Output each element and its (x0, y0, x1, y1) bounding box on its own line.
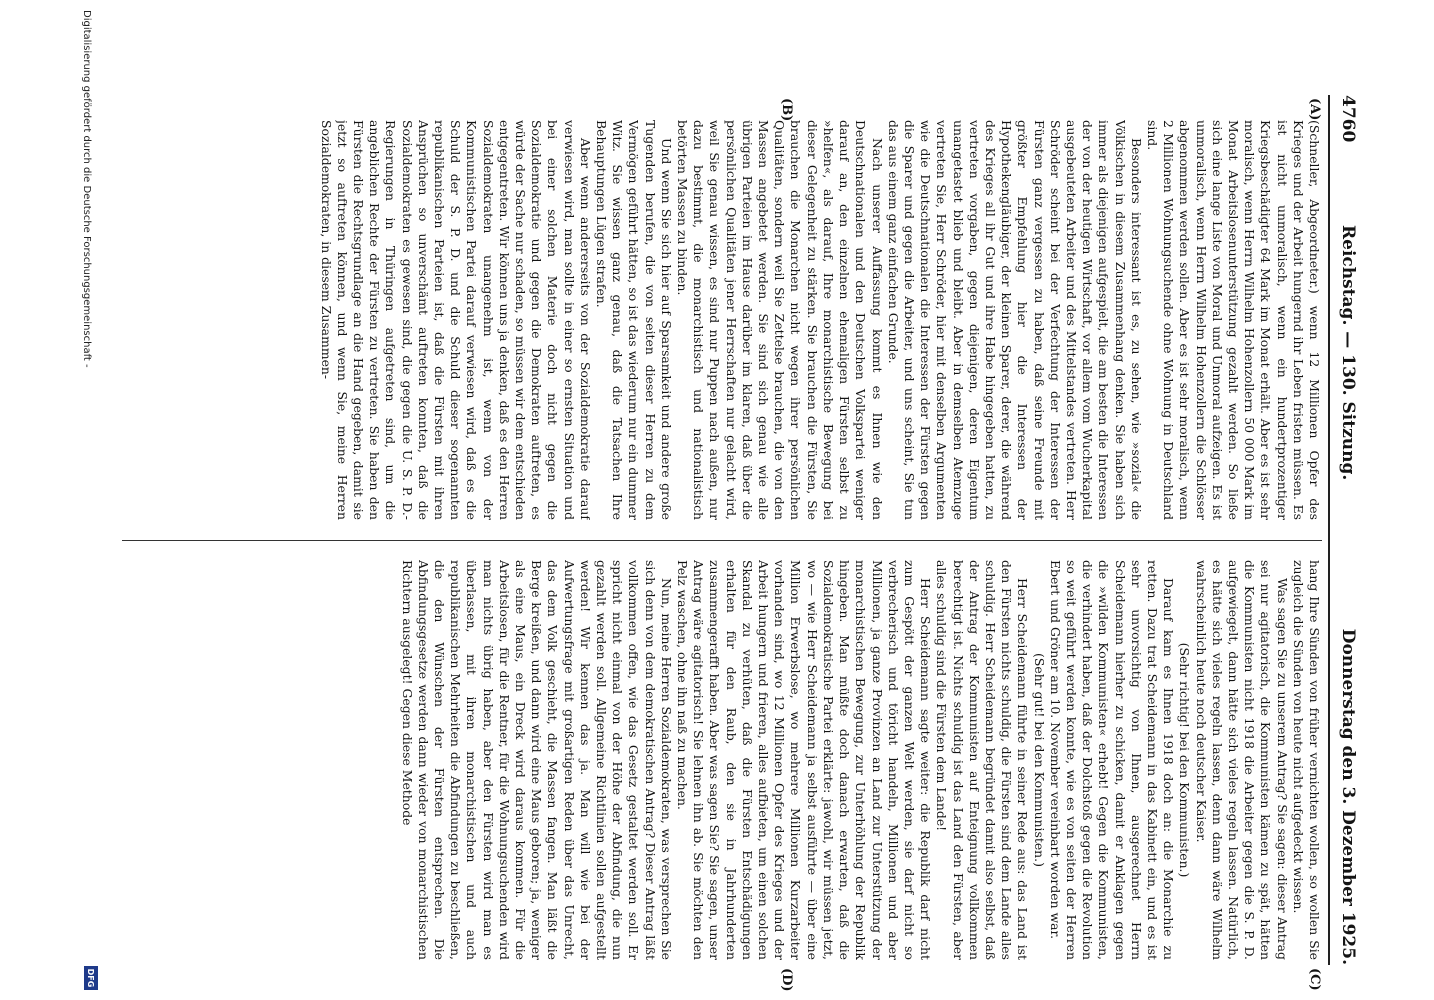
paragraph: Und wenn Sie sich hier auf Sparsamkeit und andere große Tugenden berufen, die von seiten dieser Herren zu dem Vermögen geführt hätten, so ist das wiederum nur ein dummer Witz. Sie wissen ganz genau, daß die Tatsachen Ihre Behauptungen Lügen strafen. (594, 120, 674, 520)
margin-mark-b: (B) (779, 98, 794, 122)
paragraph: Herr Scheidemann führte in seiner Rede aus: das Land ist den Fürsten nichts schuldig, die Fürsten sind dem Lande alles schuldig. Herr Scheidemann begründet damit also selbst, daß der Antrag der Kommunisten auf Enteignung vollkommen berechtigt ist. Nichts schuldig ist das Land den Fürsten, aber alles schuldig sind die Fürsten dem Lande! (934, 560, 1031, 960)
session-date: Donnerstag den 3. Dezember 1925. (1338, 628, 1358, 965)
paragraph: Herr Scheidemann sagte weiter: die Republik darf nicht zum Gespött der ganzen Welt werden, sie darf nicht so verbrecherisch und töricht handeln, Millionen und aber Millionen, ja ganze Provinzen an Land zur Unterstützung der monarchistischen Bewegung, zur Unterhöhlung der Republik hingeben. Man müßte doch danach erwarten, daß die Sozialdemokratische Partei erklärte: jawohl, wir müssen jetzt, wo — wie Herr Scheidemann ja selbst ausführte — über eine Million Erwerbslose, wo mehrere Millionen Kurzarbeiter vorhanden sind, wo 12 Millionen Opfer des Krieges und der Arbeit hungern und frieren, alles aufbieten, um einen solchen Skandal zu verhüten, daß die Fürsten Entschädigungen erhalten für den Raub, den sie in Jahrhunderten zusammengerafft haben. Aber was sagen Sie? Sie sagen, unser Antrag wäre agitatorisch! Sie lehnen ihn ab. Sie möchten den Pelz waschen, ohne ihn naß zu machen. (675, 560, 934, 960)
margin-mark-a: (A) (1307, 98, 1322, 121)
running-head: Reichstag. — 130. Sitzung. (1338, 225, 1358, 481)
margin-mark-c: (C) (1307, 968, 1322, 991)
paragraph: hang Ihre Sünden von früher vernichten wollen, so wollen Sie zugleich die Sünden von heute nicht aufgedeckt wissen. (1290, 560, 1322, 960)
paragraph: Darauf kam es Ihnen 1918 doch an: die Monarchie zu retten. Dazu trat Scheidemann in das Kabinett ein, und es ist sehr unvorsichtig von Ihnen, ausgerechnet Herrn Scheidemann hierher zu schicken, damit er Anklagen gegen die »wilden Kommunisten« erhebt! Gegen die Kommunisten, die verhindert haben, daß der Dolchstoß gegen die Revolution so weit geführt werden konnte, wie es von seiten der Herren Ebert und Gröner am 10. November vereinbart worden war. (1047, 560, 1177, 960)
margin-mark-d: (D) (779, 968, 794, 992)
paragraph: Nach unserer Auffassung kommt es Ihnen wie den Deutschnationalen und den Deutschen Volkspartei weniger darauf an, den einzelnen ehemaligen Fürsten selbst zu »helfen«, als darauf, Ihre monarchistische Bewegung bei dieser Gelegenheit zu stärken. Sie brauchen die Fürsten, Sie brauchen die Monarchen nicht wegen ihrer persönlichen Qualitäten, sondern weil Sie Zettelse brauchen, die von den Massen angebetet werden. Sie sind sich genau wie alle übrigen Parteien im Hause darüber im klaren, daß über die persönlichen Qualitäten jener Herrschaften nur gelacht wird, weil Sie genau wissen, es sind nur Puppen nach außen, nur dazu bestimmt, die monarchistisch und nationalistisch betörten Massen zu binden. (675, 120, 885, 520)
interjection: (Sehr gut! bei den Kommunisten.) (1031, 653, 1047, 867)
paragraph: (Schneller, Abgeordneter.) wenn 12 Millionen Opfer des Krieges und der Arbeit hungernd ihr Leben fristen müssen. Es ist nicht unmoralisch, wenn ein hundertprozentiger Kriegsbeschädigter 64 Mark im Monat erhält. Aber es ist sehr moralisch, wenn Herrn Wilhelm Hohenzollern 50 000 Mark im Monat Arbeitslosenunterstützung gezahlt werden. So ließe sich eine lange Liste von Moral und Unmoral aufzeigen. Es ist unmoralisch, wenn Herrn Wilhelm Hohenzollern die Schlösser abgenommen werden sollen. Aber es ist sehr moralisch, wenn 2 Millionen Wohnungsuchende ohne Wohnung in Deutschland sind. (1144, 120, 1322, 520)
paragraph: Aber wenn andererseits von der Sozialdemokratie darauf verwiesen wird, man sollte in einer so ernsten Situation und bei einer solchen Materie doch nicht gegen die Sozialdemokratie und gegen die Demokraten auftreten, es würde der Sache nur schaden, so müssen wir dem entschieden entgegentreten. Wir können uns ja denken, daß es den Herren Sozialdemokraten unangenehm ist, wenn von der Kommunistischen Partei darauf verwiesen wird, daß es die Schuld der S. P. D. und die Schuld dieser sogenannten republikanischen Parteien ist, daß die Fürsten mit ihren Ansprüchen so unverschämt auftreten konnten, daß die Sozialdemokraten es gewesen sind, die gegen die U. S. P. D.-Regierungen in Thüringen aufgetreten sind, um die angeblichen Rechte der Fürsten zu vertreten. Sie haben den Fürsten die Rechtsgrundlage an die Hand gegeben, damit sie jetzt so auftreten können, und wenn Sie, meine Herren Sozialdemokraten, in diesem Zusammen- (318, 120, 593, 520)
page-header (1328, 95, 1364, 965)
paragraph: Nun, meine Herren Sozialdemokraten, was versprechen Sie sich denn von dem demokratischen Antrag? Dieser Antrag läßt vollkommen offen, wie das Gesetz gestaltet werden soll. Er spricht nicht einmal von der Höhe der Abfindung, die nun gezahlt werden soll. Allgemeine Richtlinien sollen aufgestellt werden! Wir kennen das ja. Man will wie bei der Aufwertungsfrage mit großartigen Reden über das Unrecht, das dem Volk geschieht, die Massen fangen. Man läßt die Berge kreißen, und dann wird eine Maus geboren; ja, weniger als eine Maus, ein Dreck wird daraus kommen. Für die Arbeitslosen, für die Rentner, für die Wohnungsuchenden wird man nichts übrig haben, aber den Fürsten wird man es überlassen, mit ihren monarchistischen und auch republikanischen Mehrheiten die Abfindungen zu beschließen, die den Wünschen der Fürsten entsprechen. Die Abfindungsgesetze werden dann wieder von monarchistischen Richtern ausgelegt! Gegen diese Methode (399, 560, 674, 960)
right-text-column (112, 560, 1322, 960)
interjection: (Sehr richtig! bei den Kommunisten.) (1177, 642, 1193, 878)
digitization-note: Digitalisierung gefördert durch die Deutsche Forschungsgemeinschaft - (81, 10, 92, 368)
paragraph: Was sagen Sie zu unserem Antrag? Sie sagen: dieser Antrag sei nur agitatorisch, die Kommunisten kämen zu spät, hätten die Kommunisten nicht 1918 die Arbeiter gegen die S. P. D. aufgewiegelt, dann hätte sich vieles regeln lassen. Natürlich, es hätte sich vieles regeln lassen, denn dann wäre Wilhelm wahrscheinlich heute noch deutscher Kaiser. (1193, 560, 1290, 960)
paragraph: Besonders interessant ist es, zu sehen, wie »sozial« die Völkischen in diesem Zusammenhang denken. Sie haben sich immer als diejenigen aufgespielt, die am besten die Interessen der von der heutigen Wirtschaft, vor allem vom Wucherkapital ausgebeuteten Arbeiter und des Mittelstandes vertreten. Herr Schröder scheint bei der Verfechtung der Interessen der Fürsten ganz vergessen zu haben, daß seine Freunde mit größter Empfehlung hier die Interessen der Hypothekengläubiger, der kleinen Sparer, derer, die während des Krieges all ihr Gut und ihre Habe hingegeben hatten, zu vertreten vorgaben, gegen diejenigen, deren Eigentum unangetastet blieb und bleibt. Aber in demselben Atemzuge vertreten Sie, Herr Schröder, hier mit denselben Argumenten wie die Deutschnationalen die Interessen der Fürsten gegen die Sparer und gegen die Arbeiter, und uns scheint, Sie tun das aus einem ganz einfachen Grunde. (885, 120, 1144, 520)
column-divider (122, 540, 1322, 541)
page-number: 4760 (1338, 95, 1358, 143)
dfg-logo: DFG (84, 966, 98, 990)
left-text-column (112, 120, 1322, 520)
